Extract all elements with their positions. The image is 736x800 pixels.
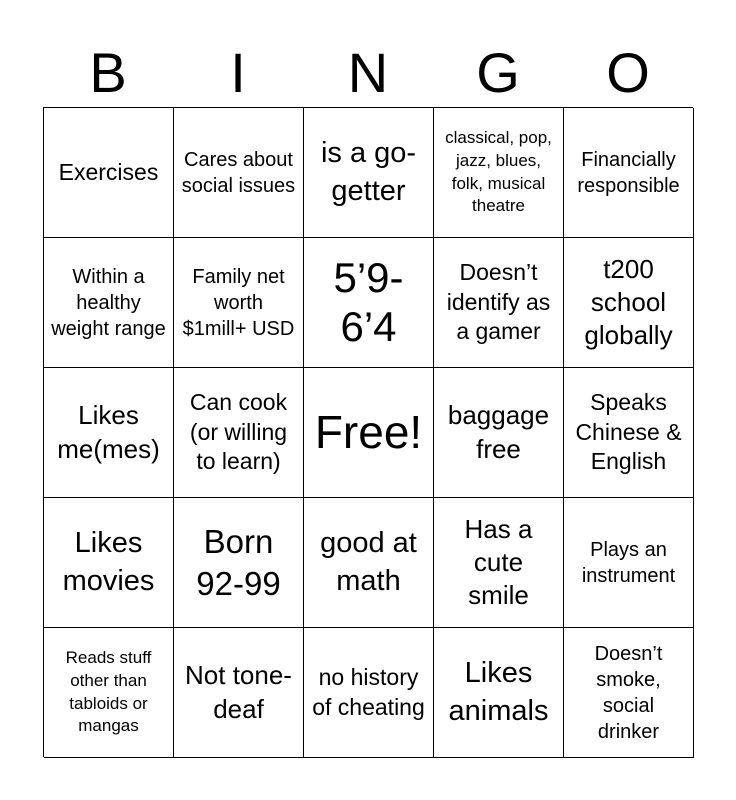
bingo-cell[interactable]: Doesn’t smoke, social drinker <box>564 628 694 758</box>
bingo-cell[interactable]: Likes animals <box>434 628 564 758</box>
bingo-cell[interactable]: classical, pop, jazz, blues, folk, musical theatre <box>434 108 564 238</box>
bingo-cell[interactable]: Likes me(mes) <box>44 368 174 498</box>
bingo-cell[interactable]: Financially responsible <box>564 108 694 238</box>
bingo-cell[interactable]: Within a healthy weight range <box>44 238 174 368</box>
bingo-cell[interactable]: Reads stuff other than tabloids or mangas <box>44 628 174 758</box>
bingo-cell[interactable]: Speaks Chinese & English <box>564 368 694 498</box>
bingo-cell[interactable]: Family net worth $1mill+ USD <box>174 238 304 368</box>
bingo-cell[interactable]: Born 92-99 <box>174 498 304 628</box>
bingo-cell[interactable]: Exercises <box>44 108 174 238</box>
header-letter-n: N <box>347 41 389 104</box>
bingo-cell[interactable]: Likes movies <box>44 498 174 628</box>
bingo-cell[interactable]: no history of cheating <box>304 628 434 758</box>
bingo-cell[interactable]: good at math <box>304 498 434 628</box>
bingo-cell[interactable]: is a go-getter <box>304 108 434 238</box>
bingo-board <box>43 107 693 757</box>
bingo-cell[interactable]: Plays an instrument <box>564 498 694 628</box>
bingo-cell[interactable]: Not tone-deaf <box>174 628 304 758</box>
header-letter-b: B <box>89 41 127 104</box>
bingo-cell[interactable]: Doesn’t identify as a gamer <box>434 238 564 368</box>
header-letter-g: G <box>476 41 520 104</box>
bingo-cell[interactable]: Has a cute smile <box>434 498 564 628</box>
bingo-cell[interactable]: 5’9-6’4 <box>304 238 434 368</box>
header-letter-o: O <box>606 41 650 104</box>
bingo-cell[interactable]: Cares about social issues <box>174 108 304 238</box>
header-letter-i: I <box>230 41 246 104</box>
free-space[interactable]: Free! <box>304 368 434 498</box>
bingo-cell[interactable]: t200 school globally <box>564 238 694 368</box>
bingo-header <box>43 38 693 108</box>
bingo-cell[interactable]: baggage free <box>434 368 564 498</box>
bingo-cell[interactable]: Can cook (or willing to learn) <box>174 368 304 498</box>
